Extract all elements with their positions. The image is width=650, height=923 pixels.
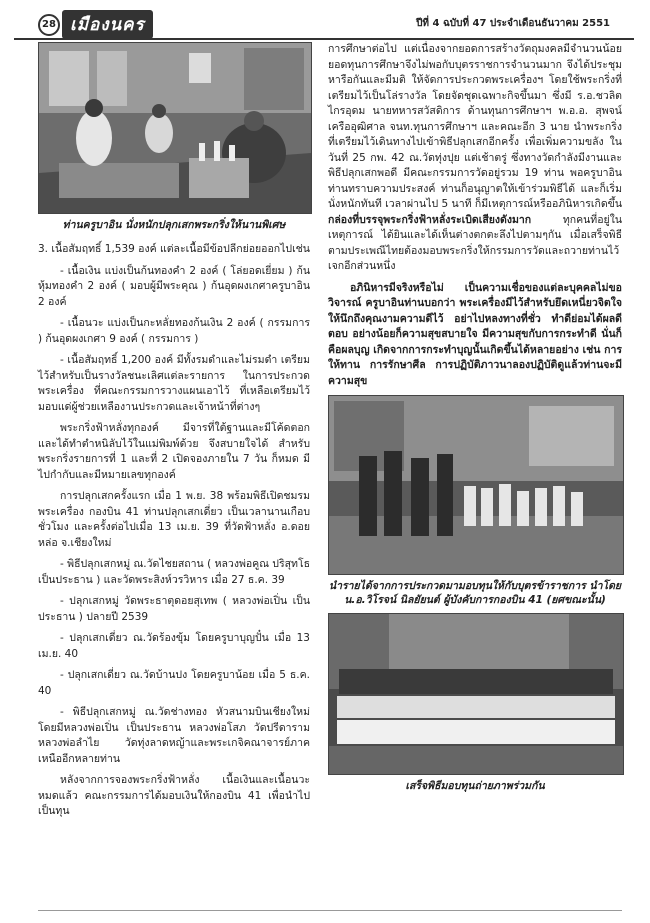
right-para-1-text: การศึกษาต่อไป แต่เนื่องจากยอดการสร้างวัตถุมงคลมีจำนวนน้อย ยอดทุนการศึกษาจึงไม่พอกับบุตรราชการจำนวนมาก จึงได้ประชุมหารือกันและมีมติ ให้จัดการประกวดพระเครื่องฯ โดยใช้พระกริ่งที่เตรียมไว้เป็นโล่รางวัล โดยจัดชุดเฉพาะกิจขึ้นมา ซึ่งมี ร.อ.ชวลิต ไกรอุดม นายทหารสวัสดิการ ด้านทุนการศึกษาฯ พ.อ.อ. สุพจน์ เครืออุฒิศาล จนท.ทุนการศึกษาฯ และคณะอีก 3 นาย นำพระกริ่งที่เตรียมไว้เดินทางไปเข้าพิธีปลุกเสกอีกครั้ง เพื่อเพิ่มความขลัง ในวันที่ 25 กพ. 42 ณ.วัดทุ่งปุย แต่เช้าตรู่ ซึ่งทางวัดกำลังมีงานและพิธีปลุกเสกพอดี มีคณะกรรมการวัดอยู่รวม 19 ท่าน พอครูบาอินท่านทราบความประสงค์ ท่านก็อนุญาตให้เข้าร่วมพิธีได้ และก็เริ่มนั่งหนักทันที เวลาผ่านไป 5 นาที ก็มีเหตุการณ์หรืออภินิหารเกิดขึ้น	[328, 43, 622, 210]
left-para-9: - ปลุกเสกเดี่ยว ณ.วัดร้องขุ้ม โดยครูบาบุญปั๋น เมื่อ 13 เม.ย. 40	[38, 632, 310, 660]
right-para-1-bold: กล่องที่บรรจุพระกริ่งฟ้าหลั่งระเบิดเสียงดังมาก	[328, 213, 532, 226]
left-para-6: การปลุกเสกครั้งแรก เมื่อ 1 พ.ย. 38 พร้อมพิธีเปิดชมรมพระเครื่อง กองบิน 41 ท่านปลุกเสกเดี่ยว เป็นเวลานานเกือบชั่วโมง และครั้งต่อไปเมื่อ 13 เม.ย. 39 ที่วัดฟ้าหลั่ง อ.ดอยหล่อ จ.เชียงใหม่	[38, 490, 310, 549]
right-column	[328, 42, 622, 799]
bottom-rule	[38, 910, 622, 911]
page-header	[14, 6, 634, 40]
left-para-7: - พิธีปลุกเสกหมู่ ณ.วัดไชยสถาน ( หลวงพ่อคูณ ปริสุทโธ เป็นประธาน ) และวัดพระสิงห์วรวิหาร เมื่อ 27 ธ.ค. 39	[38, 558, 310, 586]
photo-scholarship	[328, 395, 624, 575]
photo-ceremony-image	[39, 43, 311, 213]
magazine-name: เมืองนคร	[62, 10, 153, 39]
photo-scholarship-image	[329, 396, 623, 574]
right-para-2: อภินิหารมีจริงหรือไม่ เป็นความเชื่อของแต่ละบุคคลไม่ขอวิจารณ์ ครูบาอินท่านบอกว่า พระเครื่องมีไว้สำหรับยึดเหนี่ยวจิตใจ ให้นึกถึงคุณงามความดีไว้ อย่าไปหลงทางที่ชั่ว ทำดีย่อมได้ผลดีตอบ อย่างน้อยก็ความสุขสบายใจ มีความสุขกับการกระทำดี นั่นก็คือผลบุญ เกิดจากการกระทำบุญนั้นเกิดขึ้นได้หลายอย่าง เช่น การให้ทาน การรักษาศีล การปฏิบัติภาวนาลองปฏิบัติดูแล้วท่านจะมีความสุข	[328, 281, 622, 387]
photo-group	[328, 613, 624, 775]
left-para-10: - ปลุกเสกเดี่ยว ณ.วัดบ้านปง โดยครูบาน้อย เมื่อ 5 ธ.ค. 40	[38, 669, 310, 697]
left-para-3: - เนื้อนวะ แบ่งเป็นกะหลั่ยทองก้นเงิน 2 องค์ ( กรรมการ ) ก้นอุดผงเกศา 9 องค์ ( กรรมการ )	[38, 317, 310, 345]
photo-ceremony-caption: ท่านครูบาอิน นั่งหนักปลุกเสกพระกริ่งให้นานพิเศษ	[62, 219, 286, 231]
photo-ceremony	[38, 42, 312, 214]
left-para-12: หลังจากการจองพระกริ่งฟ้าหลั่ง เนื้อเงินและเนื้อนวะหมดแล้ว คณะกรรมการได้มอบเงินให้กองบิน 41 เพื่อนำไปเป็นทุน	[38, 774, 310, 817]
right-para-1	[328, 42, 622, 275]
left-para-11: - พิธีปลุกเสกหมู่ ณ.วัดช่างทอง หัวสนามบินเชียงใหม่ โดยมีหลวงพ่อเปิ่น เป็นประธาน หลวงพ่อโสภ วัดปรีดาราม หลวงพ่อลำไย วัดทุ่งลาดหญ้าและพระเกจิคณาจารย์ภาคเหนืออีกหลายท่าน	[38, 706, 310, 765]
left-para-5: พระกริ่งฟ้าหลั่งทุกองค์ มีจารที่ใต้ฐานและมีโค้ดตอก และได้ทำตำหนิลับไว้ในแม่พิมพ์ด้วย จึงสบายใจได้ สำหรับพระกริ่งรายการที่ 1 และที่ 2 เปิดจองภายใน 7 วัน ก็หมด มีไปกำกับและมีหมายเลขทุกองค์	[38, 422, 310, 481]
left-para-4: - เนื้อสัมฤทธิ์ 1,200 องค์ มีทั้งรมดำและไม่รมดำ เตรียมไว้สำหรับเป็นรางวัลชนะเลิศแต่ละรายการ ในการประกวดพระเครื่อง ที่คณะกรรมการวางแผนเอาไว้ ที่เหลือเตรียมไว้มอบแด่ผู้ช่วยเหลืองานประกวดและเจ้าหน้าที่ต่างๆ	[38, 354, 310, 413]
left-para-8: - ปลุกเสกหมู่ วัดพระธาตุดอยสุเทพ ( หลวงพ่อเปิ่น เป็นประธาน ) ปลายปี 2539	[38, 595, 310, 623]
issue-line: ปีที่ 4 ฉบับที่ 47 ประจำเดือนธันวาคม 2551	[416, 18, 610, 29]
right-para-1-end: ทุกคนที่อยู่ในเหตุการณ์ ได้ยินและได้เห็นต่างตกตะลึงไปตามๆกัน เมื่อเสร็จพิธี ตามประเพณีไทยต้องมอบพระกริ่งให้กรรมการวัดและถวายท่านไว้เจกอีกส่วนหนึ่ง	[328, 213, 622, 272]
photo-scholarship-caption: นำรายได้จากการประกวดมามอบทุนให้กับบุตรข้าราชการ นำโดย น.อ.วิโรจน์ นิลยัยนต์ ผู้บังคับการกองบิน 41 (ยศขณะนั้น)	[328, 580, 622, 606]
photo-group-image	[329, 614, 623, 774]
left-para-1: 3. เนื้อสัมฤทธิ์ 1,539 องค์ แต่ละเนื้อมีข้อปลีกย่อยออกไปเช่น	[38, 243, 310, 255]
photo-group-caption: เสร็จพิธีมอบทุนถ่ายภาพร่วมกัน	[405, 780, 545, 792]
left-column	[38, 42, 310, 826]
left-para-2: - เนื้อเงิน แบ่งเป็นก้นทองคำ 2 องค์ ( โล่ยอดเยี่ยม ) ก้นหุ้มทองคำ 2 องค์ ( มอบผู้มีพระคุณ ) ก้นอุดผงเกศาครูบาอิน 2 องค์	[38, 264, 310, 308]
page-number: 28	[38, 14, 60, 36]
